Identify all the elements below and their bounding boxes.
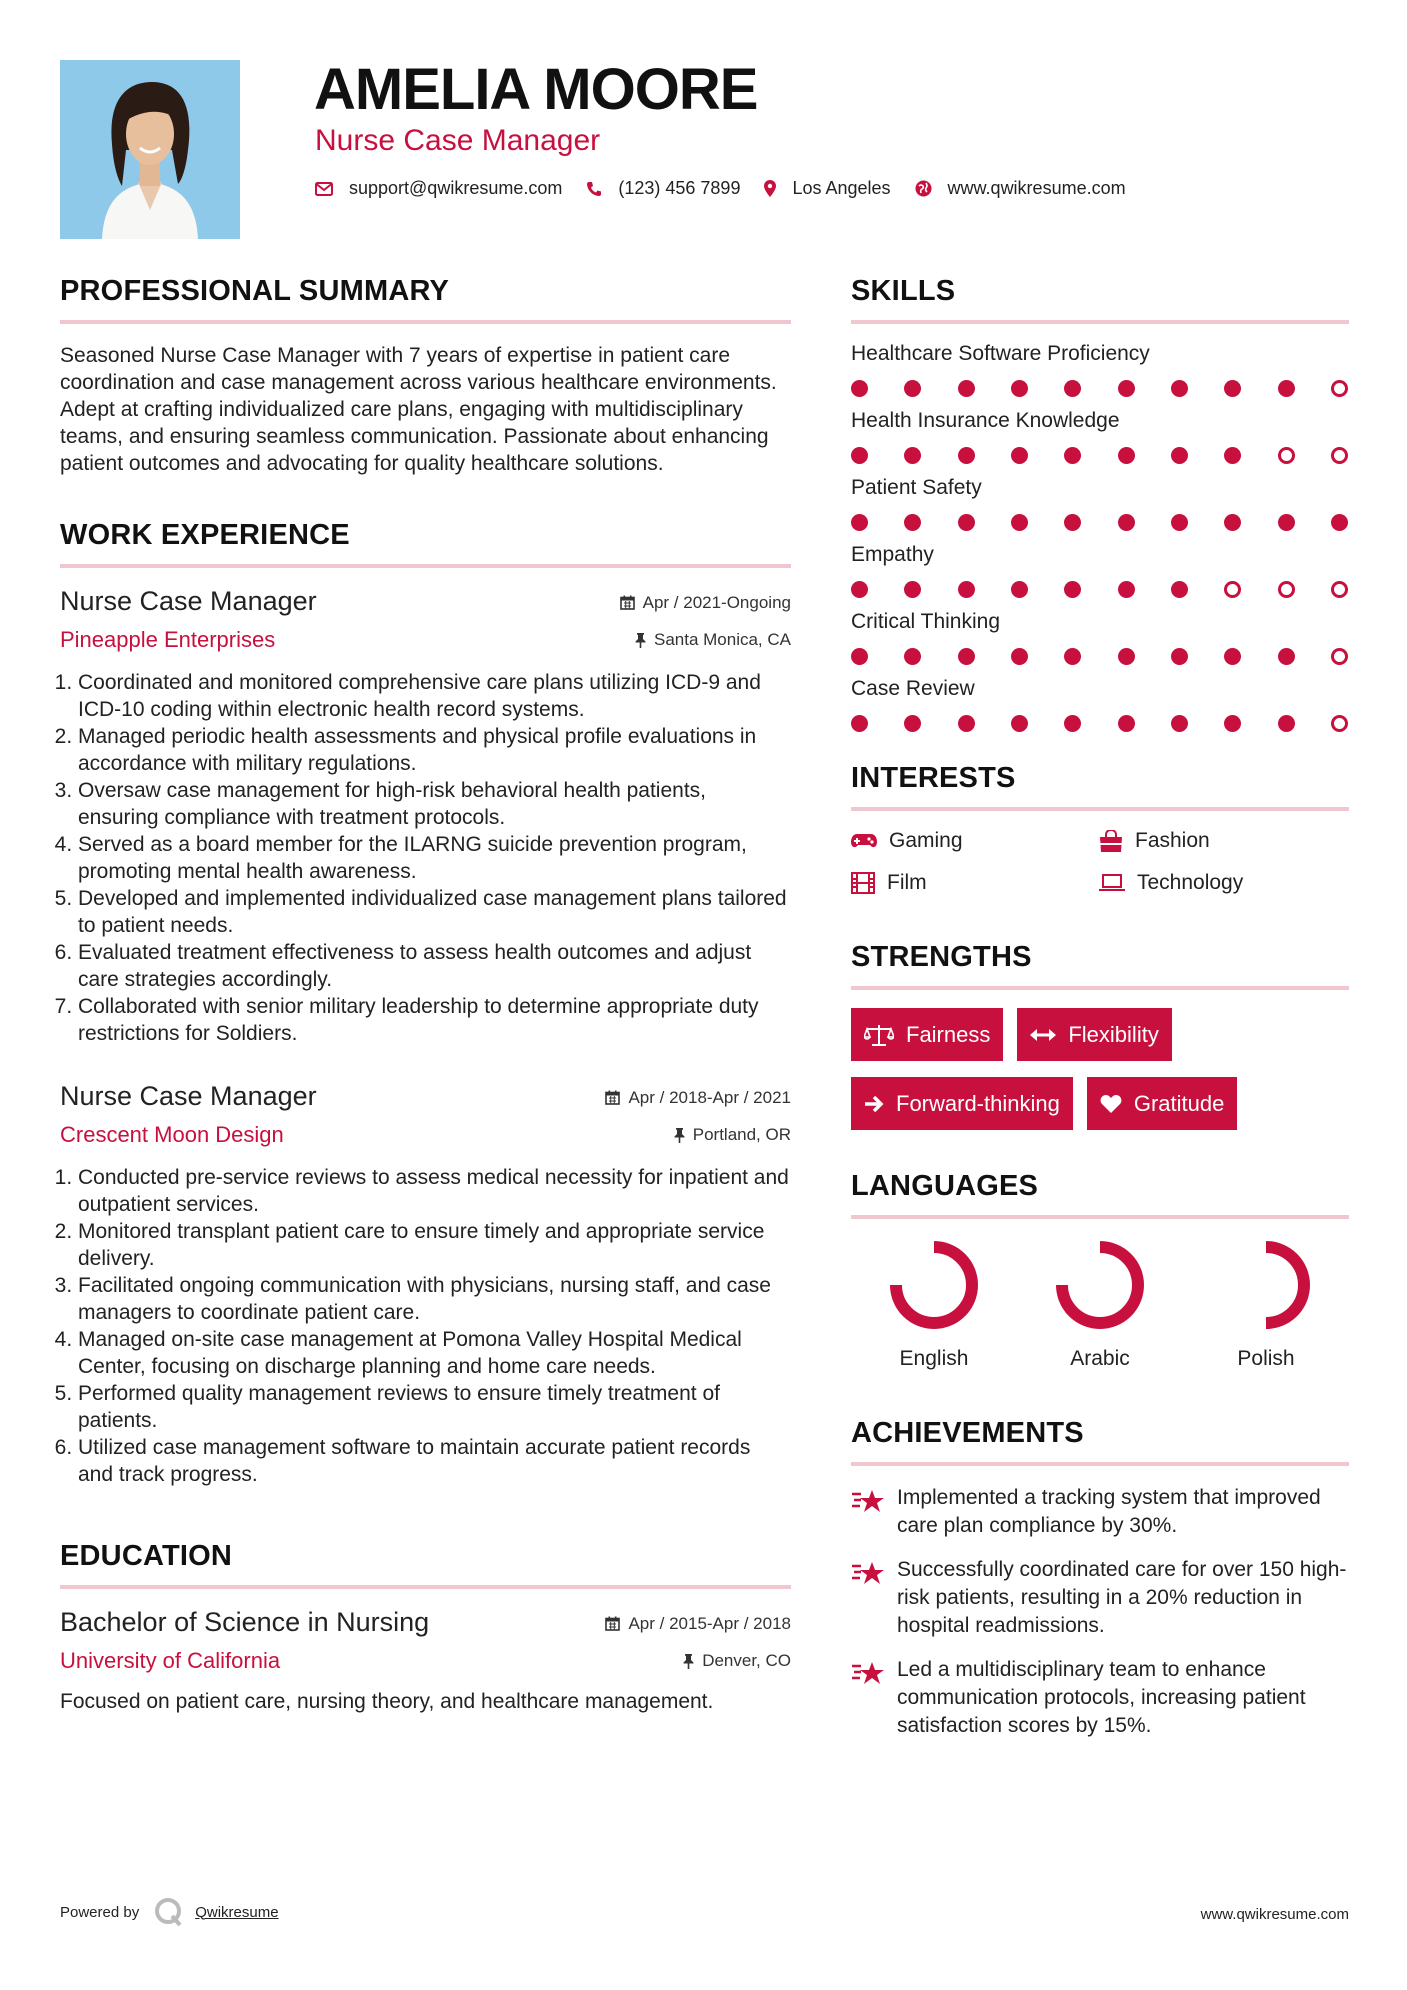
profile-photo (60, 60, 240, 239)
rating-dot-filled (1118, 581, 1135, 598)
degree-title: Bachelor of Science in Nursing (60, 1607, 430, 1637)
gamepad-icon (851, 833, 877, 849)
rating-dot-filled (1278, 514, 1295, 531)
strength-label: Fairness (906, 1021, 991, 1047)
interests-title: INTERESTS (851, 762, 1016, 794)
skills-list (851, 342, 1349, 732)
section-divider (851, 1215, 1349, 1219)
education-location-text: Denver, CO (702, 1651, 791, 1670)
qwikresume-logo-icon (153, 1896, 185, 1928)
skill-name: Healthcare Software Proficiency (851, 342, 1150, 365)
job-company: Pineapple Enterprises (60, 627, 276, 652)
rating-dot-empty (1331, 447, 1348, 464)
footer-powered-by (60, 1896, 279, 1928)
job-entry (60, 1081, 791, 1488)
strengths-list (851, 1008, 1349, 1130)
job-entry (60, 586, 791, 1047)
list-item: 6. Evaluated treatment effectiveness to assess health outcomes and adjust care strategies accordingly. (78, 939, 791, 993)
section-divider (60, 564, 791, 568)
rating-dot-filled (1011, 380, 1028, 397)
globe-icon (915, 180, 932, 197)
contact-website[interactable] (915, 178, 1126, 199)
pushpin-icon (674, 1128, 685, 1143)
rating-dot-filled (1118, 447, 1135, 464)
job-dates (620, 593, 791, 613)
calendar-icon (605, 1616, 620, 1631)
rating-dot-filled (1224, 648, 1241, 665)
skill-item (851, 610, 1349, 665)
calendar-icon (605, 1090, 620, 1105)
education-location (683, 1651, 791, 1671)
powered-by-text: Powered by (60, 1903, 140, 1921)
interest-label: Film (887, 871, 927, 894)
skill-rating (851, 581, 1349, 598)
skills-title: SKILLS (851, 275, 956, 307)
skill-name: Health Insurance Knowledge (851, 409, 1120, 432)
email-text: support@qwikresume.com (349, 178, 563, 198)
strengths-title: STRENGTHS (851, 941, 1032, 973)
rating-dot-filled (1064, 648, 1081, 665)
rating-dot-empty (1331, 648, 1348, 665)
job-dates-text: Apr / 2018-Apr / 2021 (628, 1087, 791, 1107)
contact-phone[interactable] (586, 178, 740, 199)
skill-rating (851, 447, 1349, 464)
rating-dot-filled (958, 581, 975, 598)
school-name: University of California (60, 1648, 281, 1673)
strength-label: Gratitude (1133, 1090, 1225, 1116)
rating-dot-filled (904, 514, 921, 531)
skill-item (851, 342, 1349, 397)
job-location (635, 630, 791, 650)
list-item: 7. Collaborated with senior military leadership to determine appropriate duty restrictions for Soldiers. (78, 993, 791, 1047)
rating-dot-filled (851, 715, 868, 732)
strength-badge (1087, 1077, 1238, 1130)
skill-rating (851, 380, 1349, 397)
language-label: Polish (1237, 1347, 1295, 1370)
rating-dot-filled (904, 715, 921, 732)
rating-dot-filled (1224, 447, 1241, 464)
list-item: 1. Coordinated and monitored comprehensive care plans utilizing ICD-9 and ICD-10 coding within electronic health record systems. (78, 669, 791, 723)
achievements-title: ACHIEVEMENTS (851, 1417, 1084, 1449)
heart-icon (1100, 1094, 1122, 1114)
language-ring (886, 1237, 982, 1333)
envelope-icon (315, 182, 333, 196)
education-dates (605, 1614, 791, 1634)
list-item: 2. Monitored transplant patient care to ensure timely and appropriate service delivery. (78, 1218, 791, 1272)
rating-dot-empty (1224, 581, 1241, 598)
phone-icon (586, 181, 602, 197)
strength-badge (851, 1077, 1073, 1130)
section-divider (851, 320, 1349, 324)
rating-dot-filled (1224, 380, 1241, 397)
rating-dot-empty (1331, 715, 1348, 732)
rating-dot-filled (851, 447, 868, 464)
section-divider (60, 1585, 791, 1589)
skill-name: Empathy (851, 543, 934, 566)
rating-dot-empty (1331, 380, 1348, 397)
phone-text: (123) 456 7899 (618, 178, 741, 198)
pushpin-icon (683, 1654, 694, 1669)
rating-dot-empty (1278, 447, 1295, 464)
rating-dot-filled (958, 514, 975, 531)
interest-item (851, 829, 1099, 853)
rating-dot-filled (1011, 648, 1028, 665)
language-progress-arc (1266, 1247, 1304, 1323)
skill-item (851, 543, 1349, 598)
laptop-icon (1099, 874, 1125, 892)
rating-dot-filled (1064, 581, 1081, 598)
rating-dot-filled (1278, 715, 1295, 732)
section-divider (851, 986, 1349, 990)
job-company: Crescent Moon Design (60, 1122, 284, 1147)
achievement-item (851, 1556, 1349, 1640)
rating-dot-filled (1118, 648, 1135, 665)
language-item (1017, 1237, 1183, 1371)
achievements-section (851, 1417, 1349, 1740)
skill-item (851, 409, 1349, 464)
rating-dot-filled (1224, 715, 1241, 732)
rating-dot-filled (1011, 447, 1028, 464)
website-text: www.qwikresume.com (947, 178, 1126, 198)
shooting-star-icon (851, 1488, 885, 1514)
rating-dot-filled (1064, 715, 1081, 732)
skills-section (851, 275, 1349, 732)
summary-text: Seasoned Nurse Case Manager with 7 years of expertise in patient care coordination and case management across various healthcare environments. Adept at crafting individualized care plans, engaging with multidisciplinary teams, and ensuring seamless communication. Passionate about enhancing patient outcomes and advocating for quality healthcare solutions. (60, 344, 777, 475)
film-icon (851, 872, 875, 894)
list-item: 4. Served as a board member for the ILARNG suicide prevention program, promoting mental health awareness. (78, 831, 791, 885)
rating-dot-filled (904, 581, 921, 598)
arrows-horizontal-icon (1030, 1028, 1056, 1042)
job-dates (605, 1088, 791, 1108)
brand-link[interactable]: Qwikresume (195, 1903, 279, 1921)
rating-dot-filled (851, 380, 868, 397)
interests-list (851, 829, 1349, 895)
summary-section (60, 275, 791, 477)
rating-dot-filled (1171, 447, 1188, 464)
language-progress-arc (896, 1247, 972, 1323)
languages-section (851, 1170, 1349, 1371)
right-column (851, 275, 1349, 1756)
achievement-text: Implemented a tracking system that improved care plan compliance by 30%. (897, 1486, 1321, 1537)
education-description: Focused on patient care, nursing theory, and healthcare management. (60, 1690, 714, 1713)
rating-dot-filled (1011, 715, 1028, 732)
education-section (60, 1540, 791, 1715)
achievement-text: Led a multidisciplinary team to enhance communication protocols, increasing patient satisfaction scores by 15%. (897, 1658, 1306, 1737)
rating-dot-filled (851, 514, 868, 531)
job-bullets (60, 669, 791, 1047)
list-item: 3. Oversaw case management for high-risk behavioral health patients, ensuring compliance with treatment protocols. (78, 777, 791, 831)
rating-dot-filled (1118, 380, 1135, 397)
job-title: Nurse Case Manager (60, 1081, 317, 1111)
rating-dot-filled (1278, 648, 1295, 665)
list-item: 3. Facilitated ongoing communication with physicians, nursing staff, and case managers to coordinate patient care. (78, 1272, 791, 1326)
job-title: Nurse Case Manager (60, 586, 317, 616)
rating-dot-filled (1171, 380, 1188, 397)
skill-name: Critical Thinking (851, 610, 1000, 633)
experience-section (60, 519, 791, 1488)
summary-title: PROFESSIONAL SUMMARY (60, 275, 450, 307)
shooting-star-icon (851, 1560, 885, 1586)
education-entry (60, 1607, 791, 1715)
shopping-bag-icon (1099, 830, 1123, 852)
language-ring (1052, 1237, 1148, 1333)
candidate-role: Nurse Case Manager (315, 124, 601, 157)
calendar-icon (620, 595, 635, 610)
language-item (1183, 1237, 1349, 1371)
achievement-text: Successfully coordinated care for over 150 high-risk patients, resulting in a 20% reduction in hospital readmissions. (897, 1558, 1347, 1637)
rating-dot-filled (1064, 514, 1081, 531)
footer-website[interactable]: www.qwikresume.com (1200, 1906, 1349, 1923)
list-item: 6. Utilized case management software to maintain accurate patient records and track progress. (78, 1434, 791, 1488)
education-title: EDUCATION (60, 1540, 233, 1572)
languages-list (851, 1237, 1349, 1371)
interest-label: Technology (1137, 871, 1244, 894)
list-item: 4. Managed on-site case management at Pomona Valley Hospital Medical Center, focusing on discharge planning and home care needs. (78, 1326, 791, 1380)
skill-rating (851, 715, 1349, 732)
interests-section (851, 762, 1349, 895)
rating-dot-filled (1118, 514, 1135, 531)
list-item: 2. Managed periodic health assessments and physical profile evaluations in accordance with military regulations. (78, 723, 791, 777)
section-divider (60, 320, 791, 324)
achievement-item (851, 1484, 1349, 1540)
skill-item (851, 677, 1349, 732)
skill-name: Case Review (851, 677, 975, 700)
contact-email[interactable] (315, 178, 562, 199)
rating-dot-filled (1064, 447, 1081, 464)
left-column (60, 275, 791, 1741)
location-text: Los Angeles (792, 178, 891, 198)
rating-dot-filled (1171, 648, 1188, 665)
list-item: 5. Developed and implemented individualized case management plans tailored to patient needs. (78, 885, 791, 939)
strength-label: Flexibility (1068, 1021, 1159, 1047)
rating-dot-filled (1331, 514, 1348, 531)
skill-name: Patient Safety (851, 476, 982, 499)
interest-item (1099, 829, 1349, 853)
rating-dot-filled (1171, 581, 1188, 598)
rating-dot-filled (1064, 380, 1081, 397)
skill-item (851, 476, 1349, 531)
rating-dot-filled (958, 447, 975, 464)
section-divider (851, 1462, 1349, 1466)
rating-dot-empty (1278, 581, 1295, 598)
rating-dot-filled (1171, 514, 1188, 531)
shooting-star-icon (851, 1660, 885, 1686)
rating-dot-filled (1278, 380, 1295, 397)
achievement-item (851, 1656, 1349, 1740)
pushpin-icon (635, 633, 646, 648)
rating-dot-filled (851, 581, 868, 598)
interest-label: Fashion (1135, 829, 1210, 852)
rating-dot-filled (904, 380, 921, 397)
strength-badge (1017, 1008, 1171, 1061)
list-item: 5. Performed quality management reviews to ensure timely treatment of patients. (78, 1380, 791, 1434)
section-divider (851, 807, 1349, 811)
strength-label: Forward-thinking (896, 1090, 1060, 1116)
skill-rating (851, 514, 1349, 531)
interest-item (1099, 871, 1349, 895)
rating-dot-filled (904, 648, 921, 665)
job-location-text: Portland, OR (692, 1125, 791, 1144)
rating-dot-filled (1171, 715, 1188, 732)
languages-title: LANGUAGES (851, 1170, 1039, 1202)
job-dates-text: Apr / 2021-Ongoing (642, 592, 791, 612)
education-dates-text: Apr / 2015-Apr / 2018 (628, 1613, 791, 1633)
language-label: Arabic (1070, 1347, 1130, 1370)
skill-rating (851, 648, 1349, 665)
map-pin-icon (764, 180, 776, 197)
list-item: 1. Conducted pre-service reviews to assess medical necessity for inpatient and outpatient services. (78, 1164, 791, 1218)
rating-dot-filled (1224, 514, 1241, 531)
arrow-right-icon (864, 1094, 884, 1114)
strength-badge (851, 1008, 1003, 1061)
language-label: English (899, 1347, 969, 1370)
rating-dot-filled (958, 715, 975, 732)
balance-scale-icon (864, 1024, 894, 1046)
experience-title: WORK EXPERIENCE (60, 519, 350, 551)
candidate-name: AMELIA MOORE (314, 57, 758, 122)
job-bullets (60, 1164, 791, 1488)
rating-dot-filled (1011, 581, 1028, 598)
language-ring (1218, 1237, 1314, 1333)
job-location-text: Santa Monica, CA (653, 630, 791, 649)
language-item (851, 1237, 1017, 1371)
rating-dot-filled (1011, 514, 1028, 531)
rating-dot-filled (851, 648, 868, 665)
rating-dot-filled (958, 380, 975, 397)
contact-bar (315, 178, 1150, 199)
job-location (674, 1125, 791, 1145)
interest-label: Gaming (889, 829, 963, 852)
rating-dot-filled (1118, 715, 1135, 732)
rating-dot-filled (958, 648, 975, 665)
language-progress-arc (1062, 1247, 1138, 1323)
interest-item (851, 871, 1099, 895)
contact-location (764, 178, 890, 199)
rating-dot-empty (1331, 581, 1348, 598)
strengths-section (851, 941, 1349, 1130)
rating-dot-filled (904, 447, 921, 464)
